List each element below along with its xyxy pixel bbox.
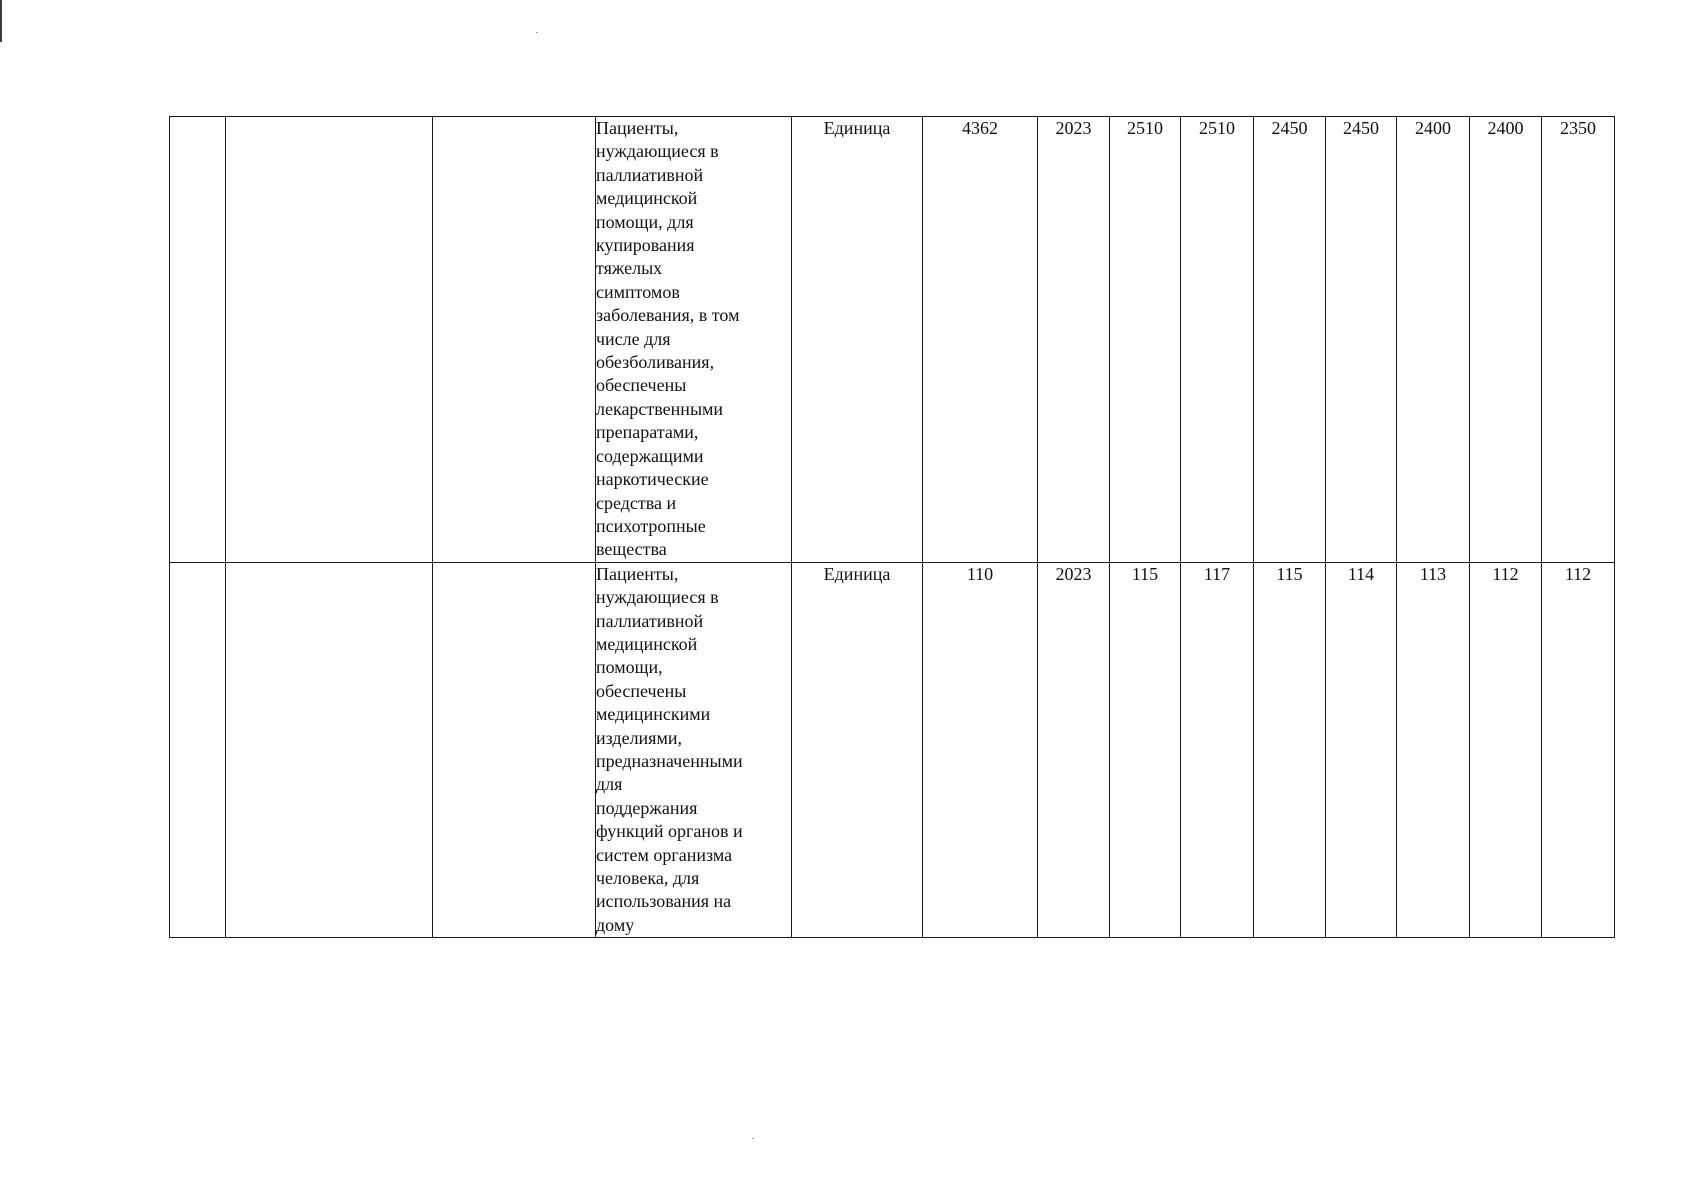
year-value-cell: 115	[1110, 562, 1181, 938]
scan-speck	[536, 32, 538, 33]
year-value-cell: 2510	[1181, 117, 1254, 563]
scan-speck	[752, 1138, 754, 1139]
program-cell	[226, 562, 433, 938]
unit-cell: Единица	[792, 562, 923, 938]
year-value-cell: 113	[1397, 562, 1470, 938]
year-value-cell: 2400	[1397, 117, 1470, 563]
indicator-table	[169, 116, 1615, 938]
base-year-cell: 2023	[1038, 117, 1110, 563]
goal-cell	[433, 562, 596, 938]
number-cell	[170, 117, 226, 563]
year-value-cell: 112	[1470, 562, 1542, 938]
base-value-cell: 4362	[923, 117, 1038, 563]
base-value-cell: 110	[923, 562, 1038, 938]
goal-cell	[433, 117, 596, 563]
year-value-cell: 115	[1254, 562, 1326, 938]
base-year-cell: 2023	[1038, 562, 1110, 938]
indicator-name-cell: Пациенты, нуждающиеся в паллиативной медицинской помощи, для купирования тяжелых симптомов заболевания, в том числе для обезболивания, обеспечены лекарственными препаратами, содержащими наркотические средства и психотропные вещества	[596, 117, 792, 563]
year-value-cell: 2350	[1542, 117, 1615, 563]
scan-edge-mark	[0, 0, 2, 42]
number-cell	[170, 562, 226, 938]
year-value-cell: 2450	[1326, 117, 1397, 563]
year-value-cell: 114	[1326, 562, 1397, 938]
year-value-cell: 2400	[1470, 117, 1542, 563]
table-row	[170, 562, 1615, 938]
indicator-name-cell: Пациенты, нуждающиеся в паллиативной медицинской помощи, обеспечены медицинскими изделиями, предназначенными для поддержания функций органов и систем организма человека, для использования на дому	[596, 562, 792, 938]
year-value-cell: 2450	[1254, 117, 1326, 563]
year-value-cell: 2510	[1110, 117, 1181, 563]
year-value-cell: 117	[1181, 562, 1254, 938]
unit-cell: Единица	[792, 117, 923, 563]
year-value-cell: 112	[1542, 562, 1615, 938]
table-row	[170, 117, 1615, 563]
program-cell	[226, 117, 433, 563]
